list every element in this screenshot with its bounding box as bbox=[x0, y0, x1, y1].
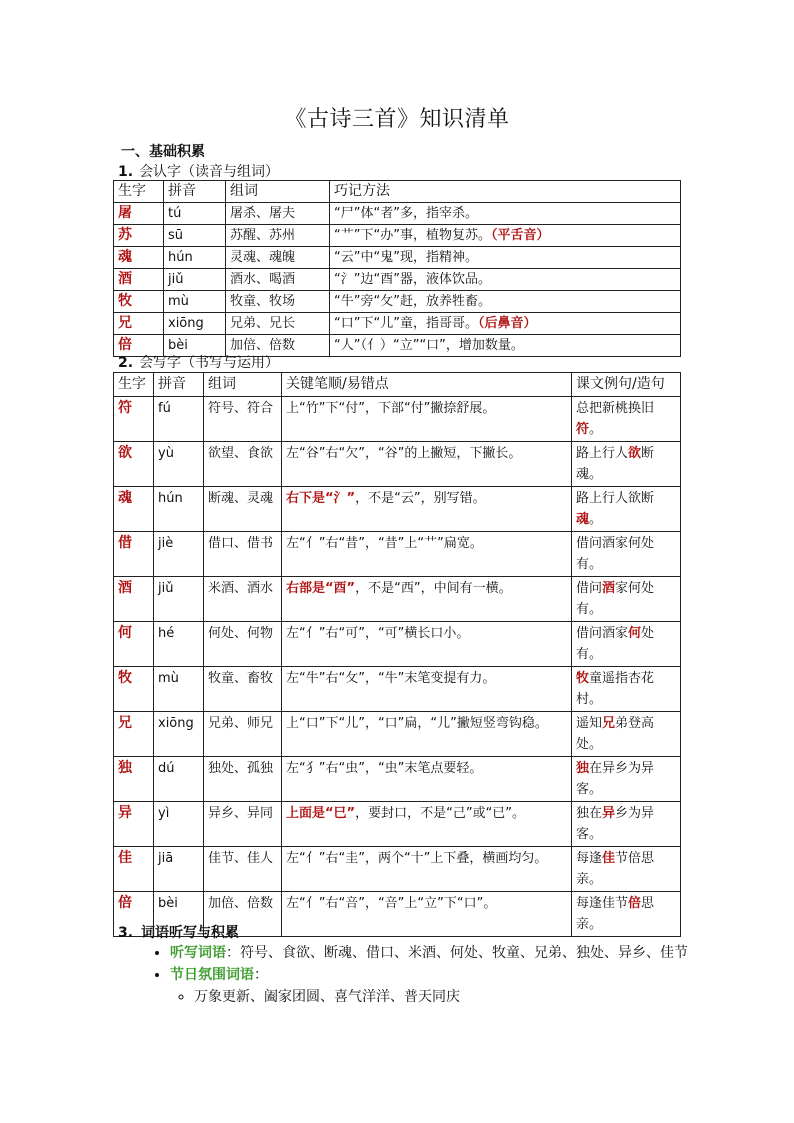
pinyin-cell: jiǔ bbox=[164, 269, 226, 291]
stroke-tip-cell bbox=[282, 847, 572, 892]
sentence-text: 总把新桃换旧 bbox=[576, 401, 655, 416]
stroke-tip-text: 左“谷”右“欠”，“谷”的上撇短，下撇长。 bbox=[286, 446, 522, 461]
sentence-highlight: 倍 bbox=[628, 896, 642, 911]
words-cell: 兄弟、师兄 bbox=[204, 712, 282, 757]
sentence-highlight: 何 bbox=[628, 626, 642, 641]
char-cell: 兄 bbox=[114, 712, 154, 757]
stroke-tip-text: 左“亻”右“圭”，两个“十”上下叠，横画均匀。 bbox=[286, 851, 548, 866]
sentence-highlight: 魂 bbox=[576, 512, 590, 527]
tip-cell bbox=[330, 269, 681, 291]
sentence-text: 弟登高处。 bbox=[576, 716, 655, 752]
table-row bbox=[114, 622, 681, 667]
tip-cell bbox=[330, 291, 681, 313]
festival-words: ◦ 万象更新、阖家团圆、喜气洋洋、普天同庆 bbox=[194, 986, 715, 1008]
table-header-row bbox=[114, 181, 681, 203]
char-cell: 魂 bbox=[114, 247, 164, 269]
table-row bbox=[114, 667, 681, 712]
words-cell: 断魂、灵魂 bbox=[204, 487, 282, 532]
header-pinyin: 拼音 bbox=[164, 181, 226, 203]
sentence-text: 借问酒家何处有。 bbox=[576, 536, 655, 572]
pinyin-cell: sū bbox=[164, 225, 226, 247]
tip-text: “牛”旁“攵”赶，放养牲畜。 bbox=[334, 294, 491, 309]
char-cell: 兄 bbox=[114, 313, 164, 335]
sentence-cell bbox=[572, 667, 681, 712]
pinyin-cell: mù bbox=[164, 291, 226, 313]
sentence-cell bbox=[572, 757, 681, 802]
sentence-text: 借问 bbox=[576, 581, 603, 596]
char-cell: 牧 bbox=[114, 291, 164, 313]
subheading-label: 会认字（读音与组词） bbox=[139, 164, 280, 180]
sentence-text: 乡为异客。 bbox=[576, 806, 655, 842]
festival-item bbox=[170, 964, 715, 1008]
sentence-cell bbox=[572, 397, 681, 442]
section-heading-basics: 一、基础积累 bbox=[121, 144, 205, 160]
sentence-highlight: 符 bbox=[576, 422, 590, 437]
subheading-number: 1. bbox=[118, 164, 134, 180]
words-cell: 牧童、牧场 bbox=[226, 291, 330, 313]
sentence-cell bbox=[572, 712, 681, 757]
words-cell: 灵魂、魂魄 bbox=[226, 247, 330, 269]
char-cell: 符 bbox=[114, 397, 154, 442]
table-row bbox=[114, 712, 681, 757]
subheading-label: 词语听写与积累 bbox=[141, 925, 240, 941]
stroke-tip-text: 上“口”下“儿”，“口”扁，“儿”撇短竖弯钩稳。 bbox=[286, 716, 548, 731]
words-cell: 欲望、食欲 bbox=[204, 442, 282, 487]
tip-text: “云”中“鬼”现，指精神。 bbox=[334, 250, 478, 265]
table-row bbox=[114, 442, 681, 487]
words-cell: 佳节、佳人 bbox=[204, 847, 282, 892]
char-cell: 苏 bbox=[114, 225, 164, 247]
table-row bbox=[114, 577, 681, 622]
stroke-tip-text: 左“犭”右“虫”，“虫”末笔点要轻。 bbox=[286, 761, 483, 776]
sentence-text: 节倍思亲。 bbox=[576, 851, 655, 887]
table-row bbox=[114, 757, 681, 802]
dictation-item bbox=[170, 942, 715, 964]
stroke-tip-cell bbox=[282, 397, 572, 442]
pinyin-cell: fú bbox=[154, 397, 204, 442]
sentence-text: 。 bbox=[589, 512, 603, 527]
header-sentence: 课文例句/造句 bbox=[572, 373, 681, 397]
pinyin-cell: hún bbox=[164, 247, 226, 269]
words-cell: 牧童、畜牧 bbox=[204, 667, 282, 712]
char-cell: 酒 bbox=[114, 577, 154, 622]
char-cell: 牧 bbox=[114, 667, 154, 712]
festival-label: 节日氛围词语 bbox=[170, 967, 254, 983]
sentence-text: 独在 bbox=[576, 806, 603, 821]
tip-cell bbox=[330, 313, 681, 335]
stroke-tip-text: ，不是“西”，中间有一横。 bbox=[355, 581, 512, 596]
stroke-tip-text: 左“亻”右“昔”，“昔”上“艹”扁宽。 bbox=[286, 536, 483, 551]
sentence-cell bbox=[572, 847, 681, 892]
header-pinyin: 拼音 bbox=[154, 373, 204, 397]
words-cell: 符号、符合 bbox=[204, 397, 282, 442]
sentence-text: 。 bbox=[589, 422, 603, 437]
pinyin-cell: yù bbox=[154, 442, 204, 487]
subheading-label: 会写字（书写与运用） bbox=[139, 355, 280, 371]
stroke-tip-cell bbox=[282, 577, 572, 622]
subheading-number: 2. bbox=[118, 355, 134, 371]
sentence-cell bbox=[572, 487, 681, 532]
pinyin-cell: dú bbox=[154, 757, 204, 802]
table-row bbox=[114, 291, 681, 313]
char-cell: 异 bbox=[114, 802, 154, 847]
pinyin-cell: bèi bbox=[154, 892, 204, 937]
pinyin-cell: hún bbox=[154, 487, 204, 532]
stroke-tip-cell bbox=[282, 622, 572, 667]
pinyin-cell: jiǔ bbox=[154, 577, 204, 622]
tip-text: “氵”边“酉”器，液体饮品。 bbox=[334, 272, 491, 287]
table-header-row bbox=[114, 373, 681, 397]
header-words: 组词 bbox=[204, 373, 282, 397]
words-cell: 借口、借书 bbox=[204, 532, 282, 577]
header-tip: 巧记方法 bbox=[330, 181, 681, 203]
pinyin-cell: yì bbox=[154, 802, 204, 847]
words-cell: 加倍、倍数 bbox=[226, 335, 330, 357]
sentence-text: 路上行人 bbox=[576, 446, 629, 461]
sentence-highlight: 佳 bbox=[602, 851, 616, 866]
sentence-highlight: 兄 bbox=[602, 716, 616, 731]
sentence-cell bbox=[572, 577, 681, 622]
sentence-text: 童遥指杏花村。 bbox=[576, 671, 655, 707]
festival-sublist bbox=[170, 986, 715, 1008]
pinyin-cell: xiōng bbox=[154, 712, 204, 757]
tip-text: “人”（亻）“立”“口”，增加数量。 bbox=[334, 338, 524, 353]
header-char: 生字 bbox=[114, 373, 154, 397]
sentence-text: 家何处有。 bbox=[576, 581, 655, 617]
table-row bbox=[114, 225, 681, 247]
char-cell: 魂 bbox=[114, 487, 154, 532]
pinyin-cell: bèi bbox=[164, 335, 226, 357]
table-row bbox=[114, 203, 681, 225]
sentence-text: 每逢 bbox=[576, 851, 603, 866]
words-cell: 酒水、喝酒 bbox=[226, 269, 330, 291]
subheading-recognize bbox=[118, 161, 279, 181]
page-title: 《古诗三首》知识清单 bbox=[284, 107, 510, 132]
char-cell: 借 bbox=[114, 532, 154, 577]
sentence-text: 每逢佳节 bbox=[576, 896, 629, 911]
char-cell: 倍 bbox=[114, 335, 164, 357]
table-row bbox=[114, 397, 681, 442]
sentence-cell bbox=[572, 442, 681, 487]
stroke-tip-cell bbox=[282, 802, 572, 847]
subheading-write bbox=[118, 352, 279, 372]
header-stroke-tips: 关键笔顺/易错点 bbox=[282, 373, 572, 397]
words-cell: 何处、何物 bbox=[204, 622, 282, 667]
sentence-cell bbox=[572, 532, 681, 577]
words-cell: 苏醒、苏州 bbox=[226, 225, 330, 247]
sentence-text: 借问酒家 bbox=[576, 626, 629, 641]
vocab-list bbox=[150, 942, 715, 1008]
tip-cell bbox=[330, 335, 681, 357]
words-cell: 米酒、酒水 bbox=[204, 577, 282, 622]
sentence-cell bbox=[572, 802, 681, 847]
sentence-highlight: 独 bbox=[576, 761, 590, 776]
stroke-tip-cell bbox=[282, 442, 572, 487]
dictation-label: 听写词语 bbox=[170, 945, 226, 961]
tip-text: “艹”下“办”事，植物复苏。 bbox=[334, 228, 491, 243]
sentence-highlight: 欲 bbox=[628, 446, 642, 461]
tip-text: “口”下“儿”童，指哥哥。 bbox=[334, 316, 478, 331]
char-cell: 倍 bbox=[114, 892, 154, 937]
words-cell: 异乡、异同 bbox=[204, 802, 282, 847]
stroke-tip-cell bbox=[282, 712, 572, 757]
sentence-text: 在异乡为异客。 bbox=[576, 761, 655, 797]
sentence-text: 断魂。 bbox=[576, 446, 655, 482]
stroke-tip-text: ，不是“云”，别写错。 bbox=[355, 491, 486, 506]
words-cell: 兄弟、兄长 bbox=[226, 313, 330, 335]
pinyin-cell: tú bbox=[164, 203, 226, 225]
write-characters-table bbox=[113, 372, 681, 937]
table-row bbox=[114, 532, 681, 577]
stroke-tip-text: 左“亻”右“咅”，“咅”上“立”下“口”。 bbox=[286, 896, 497, 911]
tip-cell bbox=[330, 203, 681, 225]
tip-cell bbox=[330, 225, 681, 247]
pinyin-cell: xiōng bbox=[164, 313, 226, 335]
sentence-text: 处有。 bbox=[576, 626, 655, 662]
sentence-highlight: 酒 bbox=[602, 581, 616, 596]
char-cell: 屠 bbox=[114, 203, 164, 225]
table-row bbox=[114, 313, 681, 335]
festival-colon: ： bbox=[254, 967, 268, 983]
char-cell: 欲 bbox=[114, 442, 154, 487]
char-cell: 独 bbox=[114, 757, 154, 802]
char-cell: 酒 bbox=[114, 269, 164, 291]
pronunciation-tag: （平舌音） bbox=[490, 228, 550, 243]
sentence-highlight: 异 bbox=[602, 806, 616, 821]
pinyin-cell: jiā bbox=[154, 847, 204, 892]
error-highlight: 上面是“巳” bbox=[286, 806, 356, 821]
words-cell: 独处、孤独 bbox=[204, 757, 282, 802]
error-highlight: 右部是“酉” bbox=[286, 581, 356, 596]
stroke-tip-cell bbox=[282, 757, 572, 802]
table-row bbox=[114, 269, 681, 291]
recognize-characters-table bbox=[113, 180, 681, 357]
pinyin-cell: jiè bbox=[154, 532, 204, 577]
subheading-vocab bbox=[118, 922, 239, 942]
table-row bbox=[114, 847, 681, 892]
words-cell: 加倍、倍数 bbox=[204, 892, 282, 937]
words-cell: 屠杀、屠夫 bbox=[226, 203, 330, 225]
sentence-text: 遥知 bbox=[576, 716, 603, 731]
stroke-tip-text: 左“牛”右“攵”，“牛”末笔变提有力。 bbox=[286, 671, 496, 686]
header-words: 组词 bbox=[226, 181, 330, 203]
stroke-tip-text: ，要封口，不是“己”或“已”。 bbox=[355, 806, 526, 821]
stroke-tip-text: 左“亻”右“可”，“可”横长口小。 bbox=[286, 626, 470, 641]
stroke-tip-cell bbox=[282, 892, 572, 937]
table-row bbox=[114, 802, 681, 847]
tip-text: “尸”体“者”多，指宰杀。 bbox=[334, 206, 478, 221]
stroke-tip-cell bbox=[282, 532, 572, 577]
table-row bbox=[114, 487, 681, 532]
dictation-words: ：符号、食欲、断魂、借口、米酒、何处、牧童、兄弟、独处、异乡、佳节 bbox=[226, 945, 688, 961]
pronunciation-tag: （后鼻音） bbox=[477, 316, 537, 331]
sentence-highlight: 牧 bbox=[576, 671, 590, 686]
error-highlight: 右下是“氵” bbox=[286, 491, 356, 506]
subheading-number: 3. bbox=[118, 925, 134, 941]
pinyin-cell: mù bbox=[154, 667, 204, 712]
stroke-tip-cell bbox=[282, 487, 572, 532]
pinyin-cell: hé bbox=[154, 622, 204, 667]
char-cell: 佳 bbox=[114, 847, 154, 892]
stroke-tip-text: 上“竹”下“付”，下部“付”撇捺舒展。 bbox=[286, 401, 496, 416]
sentence-text: 思亲。 bbox=[576, 896, 655, 932]
char-cell: 何 bbox=[114, 622, 154, 667]
sentence-text: 路上行人欲断 bbox=[576, 491, 655, 506]
table-row bbox=[114, 247, 681, 269]
header-char: 生字 bbox=[114, 181, 164, 203]
tip-cell bbox=[330, 247, 681, 269]
sentence-cell bbox=[572, 622, 681, 667]
stroke-tip-cell bbox=[282, 667, 572, 712]
sentence-cell bbox=[572, 892, 681, 937]
